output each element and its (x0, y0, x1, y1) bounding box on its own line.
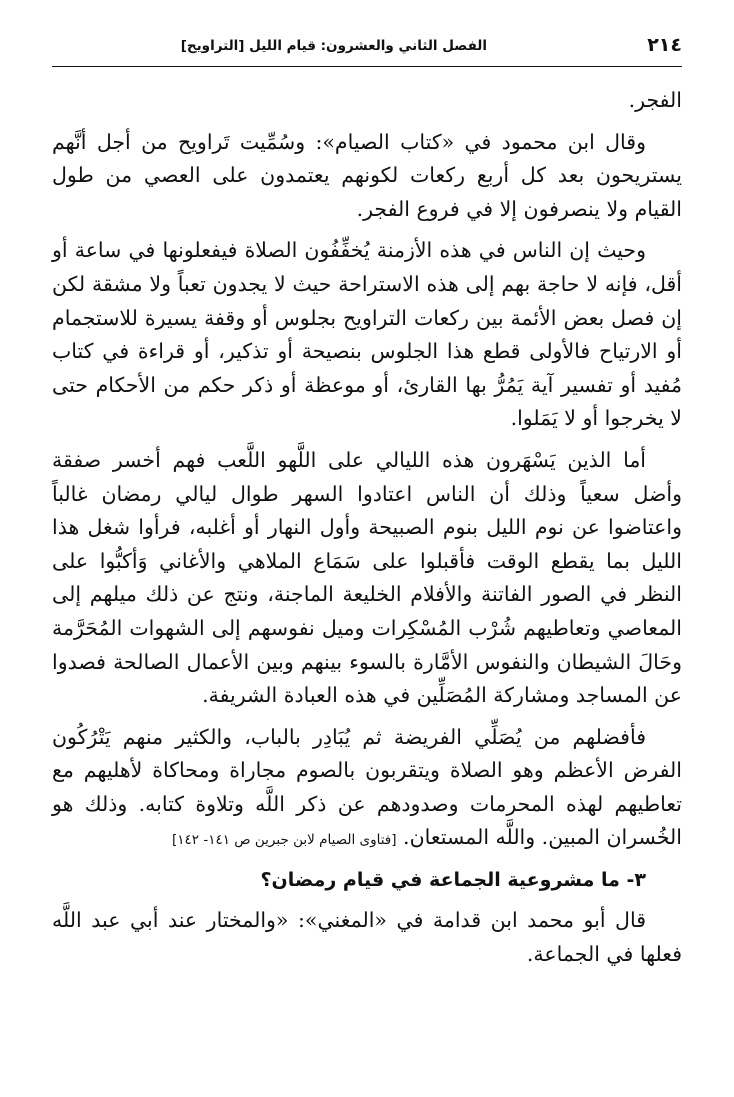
paragraph-rest-between-rakaat: وحيث إن الناس في هذه الأزمنة يُخفِّفُون الصلاة فيفعلونها في ساعة أو أقل، فإنه لا حاجة بهم إلى هذه الاستراحة حيث لا يجدون تعباً ولا مشقة لكن إن فصل بعض الأئمة بين ركعات التراويح بجلوس أو وقفة يسيرة للاستجمام أو الارتياح فالأولى قطع هذا الجلوس بنصيحة أو تذكير، أو قراءة في كتاب مُفيد أو تفسير آية يَمُرُّ بها القارئ، أو موعظة أو ذكر حكم من الأحكام حتى لا يخرجوا أو لا يَمَلوا. (52, 238, 682, 431)
source-citation: [فتاوى الصيام لابن جبرين ص ١٤١- ١٤٢] (172, 832, 397, 849)
paragraph-tarawih-naming: وقال ابن محمود في «كتاب الصيام»: وسُمِّيت تَراويح من أجل أنَّهم يستريحون بعد كل أربع ركعات لكونهم يعتمدون على العصي من طول القيام ولا ينصرفون إلا في فروع الفجر. (52, 129, 682, 221)
paragraph-prayer-neglect (52, 721, 682, 858)
page-header (52, 32, 682, 66)
section-heading: ٣- ما مشروعية الجماعة في قيام رمضان؟ (260, 869, 646, 892)
page-number: ٢١٤ (647, 34, 682, 56)
paragraph-prayer-neglect-text: فأفضلهم من يُصَلِّي الفريضة ثم يُبَادِر بالباب، والكثير منهم يَتْرُكُون الفرض الأعظم وهو الصلاة ويتقربون بالصوم مجاراة ومحاكاة لأهليهم مع تعاطيهم لهذه المحرمات وصدودهم عن ذكر اللَّه وتلاوة كتابه. وذلك هو الخُسران المبين. واللَّه المستعان. (52, 724, 682, 850)
page-body (52, 84, 682, 971)
running-title: الفصل الثاني والعشرون: قيام الليل [التراويح] (180, 38, 487, 54)
header-rule (52, 66, 682, 67)
paragraph-night-entertainment: أما الذين يَسْهَرون هذه الليالي على اللَّهو اللَّعب فهم أخسر صفقة وأضل سعياً وذلك أن الناس اعتادوا السهر طوال ليالي رمضان غالباً واعتاضوا عن نوم الليل بنوم الصبيحة وأول النهار أو أغلبه، فرأوا شغل هذا الليل بما يقطع الوقت فأقبلوا على سَمَاع الملاهي والأغاني وَأكبُّوا على النظر في الصور الفاتنة والأفلام الخليعة الماجنة، ونتج عن ذلك ميلهم إلى المعاصي وتعاطيهم شُرْب المُسْكِرات وميل نفوسهم إلى الشهوات المُحَرَّمة وحَالَ الشيطان والنفوس الأمَّارة بالسوء بينهم وبين الأعمال الصالحة فصدوا عن المساجد ومشاركة المُصَلِّين في هذه العبادة الشريفة. (52, 447, 682, 708)
paragraph-continuation: الفجر. (628, 88, 682, 112)
paragraph-ibn-qudama: قال أبو محمد ابن قدامة في «المغني»: «والمختار عند أبي عبد اللَّه فعلها في الجماعة. (52, 908, 682, 966)
